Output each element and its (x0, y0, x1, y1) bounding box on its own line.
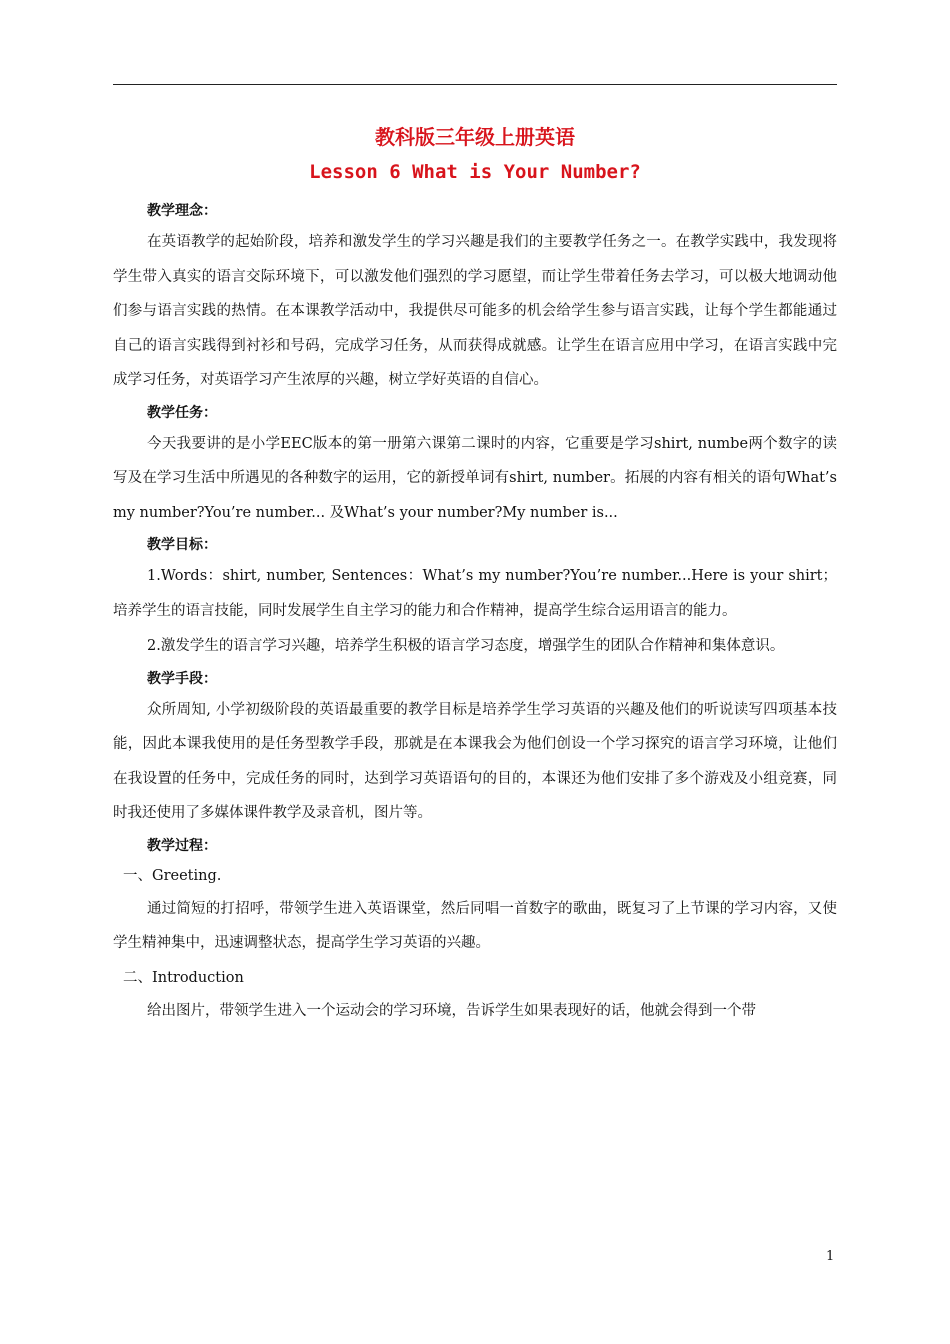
header-rule (113, 84, 837, 85)
step-label-greeting: 一、Greeting. (123, 867, 222, 884)
paragraph-greeting: 通过简短的打招呼，带领学生进入英语课堂，然后同唱一首数字的歌曲，既复习了上节课的学习内容，又使学生精神集中，迅速调整状态，提高学生学习英语的兴趣。 (113, 900, 837, 951)
section-heading-means: 教学手段： (147, 670, 217, 687)
lesson-title: Lesson 6 What is Your Number? (309, 161, 641, 183)
section-heading-idea: 教学理念： (147, 203, 217, 219)
paragraph-goal-2: 2.激发学生的语言学习兴趣，培养学生积极的语言学习态度，增强学生的团队合作精神和集体意识。 (147, 638, 785, 654)
document-body (113, 197, 837, 1029)
section-heading-goal: 教学目标： (147, 537, 217, 553)
paragraph-introduction: 给出图片，带领学生进入一个运动会的学习环境，告诉学生如果表现好的话，他就会得到一个带 (147, 1002, 756, 1019)
page-number: 1 (826, 1249, 835, 1264)
section-heading-task: 教学任务： (147, 404, 217, 421)
document-title: 教科版三年级上册英语 (375, 125, 575, 149)
paragraph-goal-1: 1.Words：shirt, number, Sentences：What’s my number?You’re number...Here is your shirt；培养学生的语言技能，同时发展学生自主学习的能力和合作精神，提高学生综合运用语言的能力。 (113, 568, 837, 619)
paragraph-means: 众所周知, 小学初级阶段的英语最重要的教学目标是培养学生学习英语的兴趣及他们的听说读写四项基本技能，因此本课我使用的是任务型教学手段，那就是在本课我会为他们创设一个学习探究的语言学习环境，让他们在我设置的任务中，完成任务的同时，达到学习英语语句的目的，本课还为他们安排了多个游戏及小组竞赛，同时我还使用了多媒体课件教学及录音机，图片等。 (113, 701, 837, 821)
paragraph-task: 今天我要讲的是小学EEC版本的第一册第六课第二课时的内容，它重要是学习shirt, numbe两个数字的读写及在学习生活中所遇见的各种数字的运用，它的新授单词有shirt, number。拓展的内容有相关的语句What’s my number?You’re number... 及What’s your number?My number is... (113, 435, 837, 521)
step-label-introduction: 二、Introduction (123, 969, 244, 986)
section-heading-process: 教学过程： (147, 837, 217, 854)
paragraph-idea: 在英语教学的起始阶段，培养和激发学生的学习兴趣是我们的主要教学任务之一。在教学实践中，我发现将学生带入真实的语言交际环境下，可以激发他们强烈的学习愿望，而让学生带着任务去学习，可以极大地调动他们参与语言实践的热情。在本课教学活动中，我提供尽可能多的机会给学生参与语言实践，让每个学生都能通过自己的语言实践得到衬衫和号码，完成学习任务，从而获得成就感。让学生在语言应用中学习，在语言实践中完成学习任务，对英语学习产生浓厚的兴趣，树立学好英语的自信心。 (113, 234, 837, 388)
